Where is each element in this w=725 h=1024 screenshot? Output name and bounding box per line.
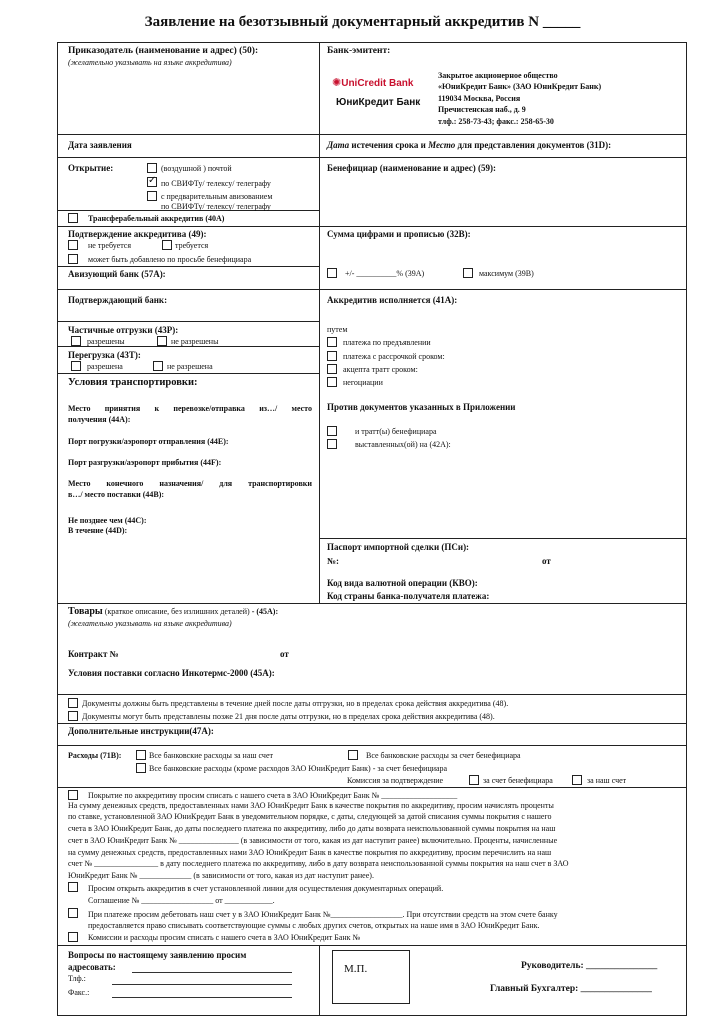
contract-from-label: от	[280, 649, 289, 659]
presentation-late-label: Документы могут быть представлены позже 21 дня после даты отгрузки, но в пределах срока действия аккредитива (48).	[82, 712, 495, 721]
questions-label-2: адресовать:	[68, 962, 116, 972]
coverage-text: На сумму денежных средств, предоставленных нами ЗАО ЮниКредит Банк в качестве покрытия по аккредитиву, просим начислять проценты	[68, 801, 554, 810]
loading-port-label: Порт погрузки/аэропорт отправления (44Е):	[68, 437, 229, 446]
transferable-label: Трансферабельный аккредитив (40А)	[88, 214, 225, 223]
transship-allowed-label: разрешена	[87, 362, 123, 371]
opening-preadvice-label-2: по СВИФТу/ телексу/ телеграфу	[161, 202, 271, 211]
stamp-box	[332, 950, 410, 1004]
goods-title: Товары	[68, 606, 103, 617]
divider	[57, 134, 687, 135]
presentation-late-checkbox[interactable]	[68, 711, 78, 721]
discharge-port-label: Порт разгрузки/аэропорт прибытия (44F):	[68, 458, 222, 467]
confirm-fee-ours-checkbox[interactable]	[572, 775, 582, 785]
divider	[57, 321, 319, 322]
passport-label: Паспорт импортной сделки (ПСи):	[327, 542, 470, 552]
maximum-label: максимум (39B)	[479, 269, 534, 278]
transship-allowed-checkbox[interactable]	[71, 361, 81, 371]
incoterms-label: Условия поставки согласно Инкотермс-2000 (45А):	[68, 668, 275, 678]
confirm-fee-ours-label: за наш счет	[587, 776, 627, 785]
confirmation-not-required-label: не требуется	[88, 241, 132, 250]
agreement-label: Соглашение № __________________ от ____________.	[88, 896, 275, 905]
charges-ours-checkbox[interactable]	[136, 750, 146, 760]
payment-sight-label: платежа по предъявлении	[343, 338, 431, 347]
deferred-payment-label: платежа с рассрочкой сроком:	[343, 352, 445, 361]
divider	[57, 266, 319, 267]
tolerance-checkbox[interactable]	[327, 268, 337, 278]
payment-sight-checkbox[interactable]	[327, 337, 337, 347]
charges-beneficiary-label: Все банковские расходы за счет бенефициара	[366, 751, 521, 760]
bank-address-line: «ЮниКредит Банк» (ЗАО ЮниКредит Банк)	[438, 82, 602, 91]
partial-shipments-label: Частичные отгрузки (43Р):	[68, 325, 179, 335]
opening-label: Открытие:	[68, 163, 114, 173]
debit-account-label: При платеже просим дебетовать наш счет у в ЗАО ЮниКредит Банк №__________________. При отсутствии средств на этом счете банку	[88, 910, 558, 919]
issuing-bank-label: Банк-эмитент:	[327, 46, 391, 56]
bank-address-line: 119034 Москва, Россия	[438, 94, 521, 103]
column-divider	[319, 42, 320, 603]
divider	[57, 694, 687, 695]
transshipment-label: Перегрузка (43Т):	[68, 350, 141, 360]
taking-charge-label-2: получения (44А):	[68, 415, 131, 424]
coverage-text: на сумму денежных средств, предоставленных нами ЗАО ЮниКредит Банк в качестве покрытия по аккредитиву, просим перечислить на наш	[68, 848, 552, 857]
final-destination-label: Место конечного назначения/ для транспортировки	[68, 479, 312, 488]
tel-label: Тлф.:	[68, 974, 86, 983]
credit-line-checkbox[interactable]	[68, 882, 78, 892]
available-by-label: путем	[327, 325, 348, 334]
logo-mark-icon: ✺	[332, 77, 342, 89]
coverage-text: счета в ЗАО ЮниКредит Банк, до даты последнего платежа по аккредитиву, либо до даты возврата неиспользованной суммы покрытия на наш	[68, 824, 556, 833]
confirmation-required-label: требуется	[175, 241, 209, 250]
address-line	[132, 972, 292, 973]
bank-address-line: Пречистенская наб., д. 9	[438, 105, 526, 114]
partial-allowed-label: разрешены	[87, 337, 125, 346]
coverage-text: счет № ________________ в дату последнего платежа по аккредитиву, либо в дату возврата неиспользованной суммы покрытия на наш счет в ЗАО	[68, 859, 569, 868]
goods-note: (желательно указывать на языке аккредитива)	[68, 619, 232, 628]
stamp-label: М.П.	[344, 963, 368, 975]
opening-preadvice-label: с предварительным авизованием	[161, 192, 273, 201]
accountant-signature: Главный Бухгалтер: _______________	[490, 984, 652, 994]
column-divider	[319, 945, 320, 1016]
goods-description: (краткое описание, без излишних деталей)	[102, 607, 250, 616]
logo-subtitle: ЮниКредит Банк	[336, 97, 421, 108]
negotiation-checkbox[interactable]	[327, 377, 337, 387]
partial-not-allowed-checkbox[interactable]	[157, 336, 167, 346]
expiry-label	[327, 140, 611, 151]
applicant-note: (желательно указывать на языке аккредитива)	[68, 58, 232, 67]
transship-not-allowed-checkbox[interactable]	[153, 361, 163, 371]
divider	[319, 538, 687, 539]
divider	[57, 745, 687, 746]
confirmation-not-required-checkbox[interactable]	[68, 240, 78, 250]
charges-label: Расходы (71В):	[68, 751, 122, 760]
acceptance-label: акцепта тратт сроком:	[343, 365, 418, 374]
debit-account-checkbox[interactable]	[68, 908, 78, 918]
debit-account-label-2: предоставляется право списывать соответствующие суммы с любых других счетов, открытых на наше имя в ЗАО ЮниКредит Банк.	[88, 921, 540, 930]
coverage-checkbox[interactable]	[68, 790, 78, 800]
kvo-label: Код вида валютной операции (КВО):	[327, 578, 478, 588]
coverage-text: по ставке, установленной ЗАО ЮниКредит Банк в уведомительном порядке, с даты, следующей за датой списания суммы покрытия с нашего	[68, 812, 552, 821]
divider	[319, 226, 687, 227]
presentation-days-label: Документы должны быть представлены в течение дней после даты отгрузки, но в пределах срока действия аккредитива (48).	[82, 699, 509, 708]
application-date-label: Дата заявления	[68, 140, 132, 150]
charges-beneficiary-checkbox[interactable]	[348, 750, 358, 760]
confirming-bank-label: Подтверждающий банк:	[68, 295, 168, 305]
fax-line	[112, 997, 292, 998]
tolerance-label: +/- __________% (39A)	[345, 269, 425, 278]
charges-except-label: Все банковские расходы (кроме расходов ЗАО ЮниКредит Банк) - за счет бенефициара	[149, 764, 448, 773]
divider	[57, 787, 687, 788]
coverage-text: счет в ЗАО ЮниКредит Банк № _______________ (в зависимости от того, какая из дат наступит ранее) включительно. Проценты, начисленные	[68, 836, 558, 845]
opening-swift-checkbox[interactable]	[147, 177, 157, 187]
unicredit-logo	[332, 78, 413, 89]
acceptance-checkbox[interactable]	[327, 364, 337, 374]
divider	[57, 289, 687, 290]
expiry-date-word: Дата	[327, 140, 350, 150]
transferable-checkbox[interactable]	[68, 213, 78, 223]
divider	[57, 723, 687, 724]
passport-from-label: от	[542, 556, 551, 566]
expiry-mid: истечения срока и	[349, 140, 429, 150]
form-frame	[57, 42, 687, 1016]
confirmation-may-add-checkbox[interactable]	[68, 254, 78, 264]
transship-not-allowed-label: не разрешена	[167, 362, 213, 371]
fees-account-checkbox[interactable]	[68, 932, 78, 942]
documents-label: Против документов указанных в Приложении	[327, 402, 516, 412]
beneficiary-label: Бенефициар (наименование и адрес) (59):	[327, 163, 497, 173]
coverage-label: Покрытие по аккредитиву просим списать с нашего счета в ЗАО ЮниКредит Банк № ___________________	[88, 791, 458, 800]
questions-label: Вопросы по настоящему заявлению просим	[68, 950, 247, 960]
negotiation-label: негоциации	[343, 378, 383, 387]
contract-label: Контракт №	[68, 649, 119, 659]
presentation-days-checkbox[interactable]	[68, 698, 78, 708]
divider	[57, 157, 687, 158]
final-destination-label-2: в…/ место поставки (44В):	[68, 490, 165, 499]
drafts-label: и тратт(ы) бенефициара	[355, 427, 437, 436]
goods-label	[68, 606, 278, 617]
confirmation-may-add-label: может быть добавлено по просьбе бенефициара	[88, 255, 252, 264]
divider	[57, 226, 319, 227]
confirmation-fee-label: Комиссия за подтверждение	[347, 776, 444, 785]
confirmation-required-checkbox[interactable]	[162, 240, 172, 250]
drafts-checkbox[interactable]	[327, 426, 337, 436]
confirm-fee-beneficiary-label: за счет бенефициара	[483, 776, 553, 785]
taking-charge-label: Место принятия к перевозке/отправка из…/ место	[68, 404, 312, 413]
bank-phone: тлф.: 258-73-43; факс.: 258-65-30	[438, 117, 554, 126]
credit-line-label: Просим открыть аккредитив в счет установленной линии для осуществления документарных операций.	[88, 884, 444, 893]
expiry-place-word: Место	[428, 140, 456, 150]
applicant-label: Приказодатель (наименование и адрес) (50):	[68, 46, 259, 56]
drafts-drawn-checkbox[interactable]	[327, 439, 337, 449]
partial-not-allowed-label: не разрешены	[171, 337, 219, 346]
charges-ours-label: Все банковские расходы за наш счет	[149, 751, 273, 760]
divider	[57, 603, 687, 604]
logo-text: UniCredit Bank	[341, 78, 414, 89]
confirmation-label: Подтверждение аккредитива (49):	[68, 229, 207, 239]
charges-except-checkbox[interactable]	[136, 763, 146, 773]
opening-mail-label: (воздушной ) почтой	[161, 164, 232, 173]
confirm-fee-beneficiary-checkbox[interactable]	[469, 775, 479, 785]
additional-instructions-label: Дополнительные инструкции(47А):	[68, 726, 214, 736]
expiry-suffix: для представления документов (31D):	[455, 140, 612, 150]
director-signature: Руководитель: _______________	[521, 961, 658, 971]
available-label: Аккредитив исполняется (41А):	[327, 295, 458, 305]
deferred-payment-checkbox[interactable]	[327, 351, 337, 361]
advising-bank-label: Авизующий банк (57А):	[68, 269, 166, 279]
fax-label: Факс.:	[68, 988, 90, 997]
drafts-drawn-label: выставленных(ой) на (42А):	[355, 440, 451, 449]
latest-shipment-label: Не позднее чем (44С):	[68, 516, 147, 525]
shipment-period-label: В течение (44D):	[68, 526, 128, 535]
country-code-label: Код страны банка-получателя платежа:	[327, 591, 490, 601]
opening-swift-label: по СВИФТу/ телексу/ телеграфу	[161, 179, 271, 188]
tel-line	[112, 984, 292, 985]
coverage-text: ЮниКредит Банк № _____________ (в зависимости от того, какая из дат наступит ранее).	[68, 871, 374, 880]
amount-label: Сумма цифрами и прописью (32В):	[327, 229, 471, 239]
maximum-checkbox[interactable]	[463, 268, 473, 278]
divider	[57, 945, 687, 946]
fees-account-label: Комиссии и расходы просим списать с нашего счета в ЗАО ЮниКредит Банк №	[88, 933, 361, 942]
divider	[57, 373, 319, 374]
bank-address-line: Закрытое акционерное общество	[438, 71, 558, 80]
passport-number-label: №:	[327, 556, 340, 566]
opening-preadvice-checkbox[interactable]	[147, 191, 157, 201]
transport-label: Условия транспортировки:	[68, 377, 198, 388]
page-title: Заявление на безотзывный документарный аккредитив N _____	[144, 14, 581, 30]
opening-mail-checkbox[interactable]	[147, 163, 157, 173]
goods-code: - (45А):	[249, 607, 279, 616]
partial-allowed-checkbox[interactable]	[71, 336, 81, 346]
